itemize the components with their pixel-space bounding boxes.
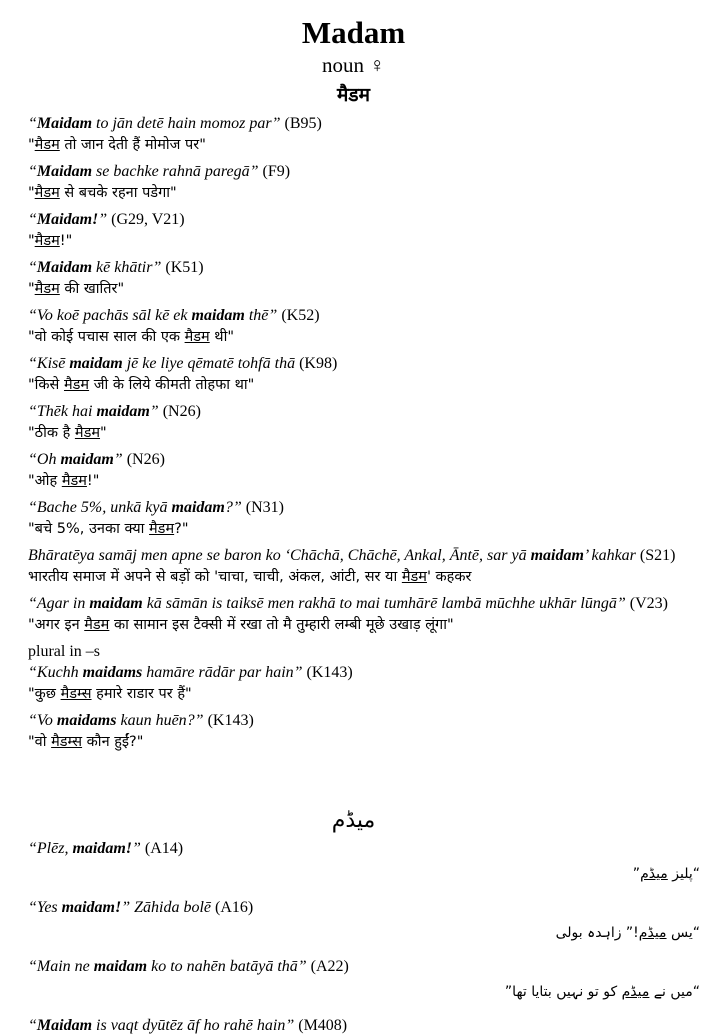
latin-text: “Agar in	[28, 595, 90, 612]
devanagari-text: "	[28, 137, 35, 153]
urdu-text-line	[505, 984, 700, 1000]
devanagari-text: "बचे 5%, उनका क्या	[28, 521, 150, 537]
example-latin	[28, 1015, 700, 1036]
keyword-bold: Maidam	[36, 115, 93, 132]
latin-text: se bachke rahnā paregā”	[92, 163, 259, 180]
example-latin	[28, 305, 700, 326]
example-latin	[28, 710, 700, 731]
keyword-underlined: मैडम	[184, 329, 210, 345]
urdu-text: کو تو نہیں بتایا تھا”	[504, 984, 622, 1000]
latin-text: “Thēk hai	[28, 403, 97, 420]
devanagari-text: से बचके रहना पडेगा"	[59, 185, 177, 201]
latin-text: “	[28, 163, 37, 180]
source-reference: (A22)	[306, 958, 349, 975]
keyword-underlined: میڈم	[621, 984, 650, 1000]
example-latin	[28, 257, 700, 278]
source-reference: (V23)	[625, 595, 668, 612]
source-reference: (M408)	[294, 1017, 348, 1034]
keyword-bold: maidam	[171, 499, 225, 516]
urdu-text: “میں نے	[649, 984, 700, 1000]
latin-text: thē”	[244, 307, 278, 324]
latin-text: is vaqt dyūtēz āf ho rahē hain”	[92, 1017, 295, 1034]
source-reference: (G29, V21)	[107, 211, 185, 228]
source-reference: (F9)	[258, 163, 291, 180]
example-latin	[28, 956, 700, 977]
example-latin	[28, 545, 700, 566]
keyword-bold: maidam!	[61, 899, 122, 916]
example-devanagari	[28, 683, 700, 705]
devanagari-headword: मैडम	[337, 84, 370, 106]
latin-text: “Yes	[28, 899, 62, 916]
latin-text: “	[28, 1017, 37, 1034]
latin-text: ” Zāhida bolē	[121, 899, 212, 916]
source-reference: (A14)	[140, 840, 184, 857]
source-reference: (K98)	[295, 355, 338, 372]
example-devanagari	[28, 134, 700, 156]
latin-text: jē ke liye qēmatē tohfā thā	[122, 355, 296, 372]
example-latin	[28, 161, 700, 182]
keyword-underlined: मैडम	[84, 617, 110, 633]
example-devanagari	[28, 326, 700, 348]
latin-text: “	[28, 211, 37, 228]
keyword-underlined: میڈم	[640, 866, 668, 882]
keyword-bold: maidam	[60, 451, 114, 468]
devanagari-text: "कुछ	[28, 686, 61, 702]
example-devanagari	[28, 230, 700, 252]
latin-text: ”	[98, 211, 108, 228]
urdu-text: “یس	[666, 925, 700, 941]
devanagari-text: का सामान इस टैक्सी में रखा तो मै तुम्हारी लम्बी मूछे उखाड़ लूंगा"	[109, 617, 454, 633]
plural-label: plural in –s	[28, 643, 100, 660]
keyword-underlined: मैडम	[401, 569, 427, 585]
devanagari-text: तो जान देती हैं मोमोज पर"	[59, 137, 206, 153]
example-urdu	[28, 979, 700, 1005]
devanagari-text: भारतीय समाज में अपने से बड़ों को 'चाचा, चाची, अंकल, आंटी, सर या	[28, 569, 402, 585]
keyword-underlined: میڈم	[638, 925, 667, 941]
keyword-bold: maidam	[89, 595, 143, 612]
source-reference: (S21)	[635, 547, 676, 564]
devanagari-text: "अगर इन	[28, 617, 85, 633]
keyword-underlined: मैडम	[74, 425, 101, 441]
latin-text: ”	[132, 840, 141, 857]
example-urdu	[28, 861, 700, 887]
latin-text: Bhāratēya samāj men apne se baron ko ‘Chāchā, Chāchē, Ankal, Āntē, sar yā	[28, 547, 531, 564]
example-devanagari	[28, 566, 700, 588]
devanagari-text: "	[100, 425, 107, 441]
example-latin	[28, 838, 700, 859]
devanagari-text: ' कहकर	[426, 569, 472, 585]
keyword-underlined: मैडम	[34, 233, 60, 249]
latin-text: “Vo koē pachās sāl kē ek	[28, 307, 192, 324]
keyword-underlined: मैडम	[34, 281, 60, 297]
example-latin	[28, 401, 700, 422]
devanagari-text: जी के लिये कीमती तोहफा था"	[89, 377, 255, 393]
keyword-bold: Maidam	[36, 1017, 93, 1034]
keyword-underlined: मैडम	[149, 521, 175, 537]
headword-title: Madam	[301, 15, 406, 50]
example-devanagari	[28, 731, 700, 753]
urdu-text: “پلیز	[667, 866, 700, 882]
devanagari-text: की खातिर"	[59, 281, 125, 297]
source-reference: (K51)	[161, 259, 204, 276]
source-reference: (K143)	[203, 712, 254, 729]
hindi-examples-section	[28, 113, 700, 758]
example-latin	[28, 497, 700, 518]
part-of-speech-label: noun ♀	[322, 53, 385, 77]
example-devanagari	[28, 614, 700, 636]
latin-text: “Bache 5%, unkā kyā	[28, 499, 172, 516]
keyword-underlined: मैडम	[34, 185, 60, 201]
latin-text: ”	[149, 403, 159, 420]
latin-text: “Oh	[28, 451, 61, 468]
source-reference: (K52)	[277, 307, 320, 324]
latin-text: “Main ne	[28, 958, 94, 975]
example-latin	[28, 662, 700, 683]
example-latin	[28, 593, 700, 614]
example-devanagari	[28, 422, 700, 444]
devanagari-text: !"	[59, 233, 73, 249]
latin-text: hamāre rādār par hain”	[142, 664, 303, 681]
urdu-headword: میڈم	[331, 808, 376, 833]
devanagari-text: "	[28, 281, 35, 297]
example-latin	[28, 353, 700, 374]
keyword-bold: maidam!	[72, 840, 133, 857]
example-devanagari	[28, 470, 700, 492]
example-devanagari	[28, 374, 700, 396]
example-latin	[28, 897, 700, 918]
devanagari-text: !"	[86, 473, 100, 489]
keyword-underlined: मैडम	[34, 137, 60, 153]
keyword-bold: Maidam!	[36, 211, 99, 228]
keyword-bold: maidam	[69, 355, 123, 372]
source-reference: (K143)	[302, 664, 353, 681]
example-urdu	[28, 920, 700, 946]
latin-text: “	[28, 259, 37, 276]
latin-text: “Vo	[28, 712, 57, 729]
urdu-text: !” زاہدہ بولی	[555, 925, 639, 941]
latin-text: ko to nahēn batāyā thā”	[147, 958, 307, 975]
devanagari-text: "ठीक है	[28, 425, 75, 441]
keyword-bold: maidam	[96, 403, 150, 420]
urdu-examples-section	[28, 838, 700, 1036]
urdu-text-line	[633, 866, 700, 882]
devanagari-text: "किसे	[28, 377, 64, 393]
urdu-text: ”	[632, 866, 641, 882]
latin-text: kē khātir”	[92, 259, 162, 276]
devanagari-text: "	[28, 233, 35, 249]
latin-text: kaun huēn?”	[116, 712, 204, 729]
latin-text: kā sāmān is taiksē men rakhā to mai tumhārē lambā mūchhe ukhār lūngā”	[142, 595, 626, 612]
devanagari-text: "	[28, 185, 35, 201]
source-reference: (N31)	[241, 499, 284, 516]
source-reference: (A16)	[211, 899, 254, 916]
example-devanagari	[28, 182, 700, 204]
keyword-bold: maidam	[191, 307, 245, 324]
latin-text: “Kuchh	[28, 664, 83, 681]
example-latin	[28, 113, 700, 134]
devanagari-text: हमारे राडार पर हैं"	[91, 686, 192, 702]
keyword-bold: maidams	[56, 712, 117, 729]
example-devanagari	[28, 518, 700, 540]
source-reference: (N26)	[122, 451, 165, 468]
keyword-bold: Maidam	[36, 163, 93, 180]
source-reference: (N26)	[158, 403, 201, 420]
latin-text: “Plēz,	[28, 840, 73, 857]
example-devanagari	[28, 278, 700, 300]
urdu-text-line	[556, 925, 700, 941]
devanagari-text: "वो कोई पचास साल की एक	[28, 329, 185, 345]
keyword-underlined: मैडम्स	[51, 734, 83, 750]
keyword-underlined: मैडम्स	[60, 686, 92, 702]
latin-text: ”	[113, 451, 123, 468]
keyword-underlined: मैडम	[61, 473, 87, 489]
keyword-bold: Maidam	[36, 259, 93, 276]
source-reference: (B95)	[280, 115, 322, 132]
latin-text: “Kisē	[28, 355, 70, 372]
latin-text: ’ kahkar	[583, 547, 636, 564]
latin-text: to jān detē hain momoz par”	[92, 115, 281, 132]
devanagari-text: कौन हुईं?"	[82, 734, 144, 750]
example-latin	[28, 209, 700, 230]
latin-text: ?”	[224, 499, 242, 516]
devanagari-text: "ओह	[28, 473, 62, 489]
keyword-bold: maidams	[82, 664, 143, 681]
latin-text: “	[28, 115, 37, 132]
keyword-bold: maidam	[93, 958, 148, 975]
devanagari-text: "वो	[28, 734, 52, 750]
keyword-bold: maidam	[530, 547, 584, 564]
devanagari-text: ?"	[174, 521, 189, 537]
keyword-underlined: मैडम	[63, 377, 90, 393]
example-latin	[28, 449, 700, 470]
devanagari-text: थी"	[209, 329, 235, 345]
